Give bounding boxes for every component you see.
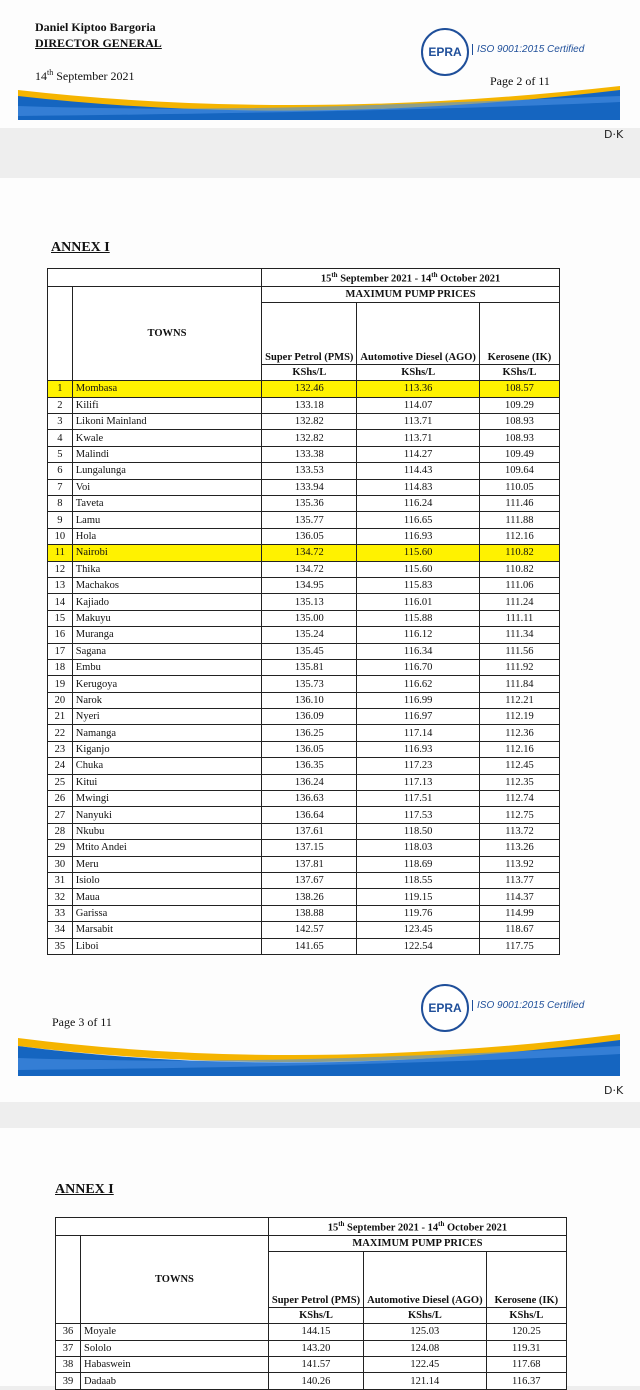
table-row xyxy=(48,430,560,446)
ago-price: 115.88 xyxy=(357,610,479,626)
ago-price: 116.93 xyxy=(357,528,479,544)
town-name: Nairobi xyxy=(72,545,261,561)
row-number: 10 xyxy=(48,528,73,544)
table-row xyxy=(48,873,560,889)
ago-price: 122.45 xyxy=(364,1357,486,1373)
town-name: Isiolo xyxy=(72,873,261,889)
ik-price: 108.93 xyxy=(479,430,559,446)
row-number: 23 xyxy=(48,741,73,757)
table-row xyxy=(48,889,560,905)
pms-price: 135.45 xyxy=(262,643,357,659)
ik-price: 111.88 xyxy=(479,512,559,528)
row-number: 9 xyxy=(48,512,73,528)
ik-price: 110.05 xyxy=(479,479,559,495)
table-row xyxy=(48,512,560,528)
col-header-ik: Kerosene (IK) xyxy=(479,302,559,364)
pms-price: 140.26 xyxy=(268,1373,363,1389)
unit-header: KShs/L xyxy=(262,364,357,380)
town-name: Machakos xyxy=(72,577,261,593)
col-header-ago: Automotive Diesel (AGO) xyxy=(364,1251,486,1307)
table-row xyxy=(48,577,560,593)
table-row xyxy=(48,545,560,561)
pms-price: 135.24 xyxy=(262,627,357,643)
ago-price: 114.27 xyxy=(357,446,479,462)
table-row xyxy=(56,1373,567,1389)
ik-price: 111.24 xyxy=(479,594,559,610)
row-number: 17 xyxy=(48,643,73,659)
town-name: Meru xyxy=(72,856,261,872)
pms-price: 132.46 xyxy=(262,381,357,397)
ik-price: 112.36 xyxy=(479,725,559,741)
ik-price: 112.16 xyxy=(479,528,559,544)
town-name: Embu xyxy=(72,659,261,675)
ago-price: 114.43 xyxy=(357,463,479,479)
row-number: 20 xyxy=(48,692,73,708)
ago-price: 116.70 xyxy=(357,659,479,675)
ik-price: 109.49 xyxy=(479,446,559,462)
ago-price: 117.53 xyxy=(357,807,479,823)
row-number: 34 xyxy=(48,922,73,938)
row-number: 21 xyxy=(48,709,73,725)
ik-price: 110.82 xyxy=(479,561,559,577)
page-4-fragment xyxy=(0,1128,640,1386)
pms-price: 135.36 xyxy=(262,496,357,512)
table-row xyxy=(56,1340,567,1356)
max-prices-header: MAXIMUM PUMP PRICES xyxy=(262,286,560,302)
town-name: Kerugoya xyxy=(72,676,261,692)
row-number: 36 xyxy=(56,1324,81,1340)
col-header-pms: Super Petrol (PMS) xyxy=(268,1251,363,1307)
ik-price: 111.84 xyxy=(479,676,559,692)
table-row xyxy=(56,1324,567,1340)
table-row xyxy=(48,446,560,462)
ik-price: 108.57 xyxy=(479,381,559,397)
ago-price: 117.23 xyxy=(357,758,479,774)
ago-price: 116.97 xyxy=(357,709,479,725)
ik-price: 112.19 xyxy=(479,709,559,725)
table-row xyxy=(48,807,560,823)
row-number: 35 xyxy=(48,938,73,954)
unit-header: KShs/L xyxy=(479,364,559,380)
pms-price: 135.73 xyxy=(262,676,357,692)
page-3 xyxy=(0,178,640,1102)
ik-price: 109.29 xyxy=(479,397,559,413)
row-number: 12 xyxy=(48,561,73,577)
ago-price: 115.83 xyxy=(357,577,479,593)
ik-price: 111.34 xyxy=(479,627,559,643)
ago-price: 116.12 xyxy=(357,627,479,643)
row-number: 28 xyxy=(48,823,73,839)
towns-header: TOWNS xyxy=(80,1235,268,1324)
ago-price: 124.08 xyxy=(364,1340,486,1356)
pms-price: 136.64 xyxy=(262,807,357,823)
ik-price: 112.16 xyxy=(479,741,559,757)
ago-price: 116.99 xyxy=(357,692,479,708)
max-prices-header: MAXIMUM PUMP PRICES xyxy=(268,1235,566,1251)
ago-price: 118.55 xyxy=(357,873,479,889)
town-name: Narok xyxy=(72,692,261,708)
pms-price: 137.67 xyxy=(262,873,357,889)
row-number: 14 xyxy=(48,594,73,610)
table-row xyxy=(48,496,560,512)
town-name: Sololo xyxy=(80,1340,268,1356)
ago-price: 115.60 xyxy=(357,545,479,561)
town-name: Lungalunga xyxy=(72,463,261,479)
town-name: Nyeri xyxy=(72,709,261,725)
annex-title: ANNEX I xyxy=(55,1182,114,1197)
unit-header: KShs/L xyxy=(486,1307,566,1323)
town-name: Namanga xyxy=(72,725,261,741)
pms-price: 134.72 xyxy=(262,561,357,577)
town-name: Garissa xyxy=(72,905,261,921)
table-row xyxy=(48,922,560,938)
table-row xyxy=(48,938,560,954)
town-name: Lamu xyxy=(72,512,261,528)
town-name: Hola xyxy=(72,528,261,544)
ik-price: 118.67 xyxy=(479,922,559,938)
ik-price: 112.45 xyxy=(479,758,559,774)
ago-price: 119.76 xyxy=(357,905,479,921)
pms-price: 136.25 xyxy=(262,725,357,741)
col-header-ik: Kerosene (IK) xyxy=(486,1251,566,1307)
town-name: Kwale xyxy=(72,430,261,446)
pms-price: 136.10 xyxy=(262,692,357,708)
row-number: 38 xyxy=(56,1357,81,1373)
ago-price: 119.15 xyxy=(357,889,479,905)
ik-price: 117.68 xyxy=(486,1357,566,1373)
town-name: Muranga xyxy=(72,627,261,643)
table-row xyxy=(48,414,560,430)
town-name: Sagana xyxy=(72,643,261,659)
ago-price: 118.50 xyxy=(357,823,479,839)
row-number: 25 xyxy=(48,774,73,790)
ik-price: 112.75 xyxy=(479,807,559,823)
town-name: Mtito Andei xyxy=(72,840,261,856)
row-number: 33 xyxy=(48,905,73,921)
pms-price: 134.72 xyxy=(262,545,357,561)
town-name: Nkubu xyxy=(72,823,261,839)
table-row xyxy=(48,659,560,675)
pms-price: 136.63 xyxy=(262,791,357,807)
ago-price: 116.65 xyxy=(357,512,479,528)
ik-price: 114.99 xyxy=(479,905,559,921)
col-header-ago: Automotive Diesel (AGO) xyxy=(357,302,479,364)
row-number: 39 xyxy=(56,1373,81,1389)
pms-price: 135.13 xyxy=(262,594,357,610)
pms-price: 141.57 xyxy=(268,1357,363,1373)
town-name: Maua xyxy=(72,889,261,905)
pms-price: 136.09 xyxy=(262,709,357,725)
town-name: Taveta xyxy=(72,496,261,512)
row-number: 4 xyxy=(48,430,73,446)
ik-price: 119.31 xyxy=(486,1340,566,1356)
row-number: 26 xyxy=(48,791,73,807)
ago-price: 115.60 xyxy=(357,561,479,577)
ik-price: 117.75 xyxy=(479,938,559,954)
col-header-pms: Super Petrol (PMS) xyxy=(262,302,357,364)
table-row xyxy=(48,741,560,757)
footer-wave-graphic xyxy=(0,1030,640,1078)
pump-price-table xyxy=(47,268,560,955)
epra-logo: EPRA xyxy=(421,984,469,1032)
ik-price: 111.92 xyxy=(479,659,559,675)
ik-price: 109.64 xyxy=(479,463,559,479)
table-row xyxy=(48,725,560,741)
town-name: Kitui xyxy=(72,774,261,790)
ago-price: 116.62 xyxy=(357,676,479,692)
ik-price: 111.56 xyxy=(479,643,559,659)
ik-price: 113.92 xyxy=(479,856,559,872)
row-number: 27 xyxy=(48,807,73,823)
table-row xyxy=(48,381,560,397)
row-number: 7 xyxy=(48,479,73,495)
row-number: 30 xyxy=(48,856,73,872)
ago-price: 117.51 xyxy=(357,791,479,807)
pms-price: 138.88 xyxy=(262,905,357,921)
town-name: Kajiado xyxy=(72,594,261,610)
ik-price: 120.25 xyxy=(486,1324,566,1340)
pms-price: 136.35 xyxy=(262,758,357,774)
town-name: Voi xyxy=(72,479,261,495)
ago-price: 116.34 xyxy=(357,643,479,659)
footer-wave-graphic xyxy=(0,82,640,122)
annex-title: ANNEX I xyxy=(51,240,110,255)
ik-price: 111.11 xyxy=(479,610,559,626)
ago-price: 118.03 xyxy=(357,840,479,856)
town-name: Moyale xyxy=(80,1324,268,1340)
town-name: Makuyu xyxy=(72,610,261,626)
row-number: 19 xyxy=(48,676,73,692)
page-2-fragment xyxy=(0,0,640,141)
row-number: 22 xyxy=(48,725,73,741)
ago-price: 117.14 xyxy=(357,725,479,741)
town-name: Mwingi xyxy=(72,791,261,807)
epra-logo: EPRA xyxy=(421,28,469,76)
ago-price: 121.14 xyxy=(364,1373,486,1389)
table-row xyxy=(48,774,560,790)
ago-price: 114.83 xyxy=(357,479,479,495)
row-number: 18 xyxy=(48,659,73,675)
table-row xyxy=(48,479,560,495)
pms-price: 142.57 xyxy=(262,922,357,938)
table-row xyxy=(48,594,560,610)
ik-price: 112.74 xyxy=(479,791,559,807)
town-name: Marsabit xyxy=(72,922,261,938)
table-row xyxy=(48,791,560,807)
pms-price: 143.20 xyxy=(268,1340,363,1356)
pms-price: 144.15 xyxy=(268,1324,363,1340)
row-number: 16 xyxy=(48,627,73,643)
period-header: 15th September 2021 - 14th October 2021 xyxy=(262,269,560,287)
pms-price: 133.94 xyxy=(262,479,357,495)
ik-price: 110.82 xyxy=(479,545,559,561)
ago-price: 116.93 xyxy=(357,741,479,757)
pms-price: 135.00 xyxy=(262,610,357,626)
town-name: Nanyuki xyxy=(72,807,261,823)
table-row xyxy=(48,840,560,856)
town-name: Likoni Mainland xyxy=(72,414,261,430)
ago-price: 116.01 xyxy=(357,594,479,610)
row-number: 13 xyxy=(48,577,73,593)
ik-price: 112.21 xyxy=(479,692,559,708)
row-number: 1 xyxy=(48,381,73,397)
signatory-title: DIRECTOR GENERAL xyxy=(35,36,162,50)
letter-date: 14th September 2021 xyxy=(35,68,135,83)
town-name: Chuka xyxy=(72,758,261,774)
ago-price: 123.45 xyxy=(357,922,479,938)
row-number: 5 xyxy=(48,446,73,462)
row-number: 15 xyxy=(48,610,73,626)
row-number: 31 xyxy=(48,873,73,889)
unit-header: KShs/L xyxy=(364,1307,486,1323)
page-number: Page 3 of 11 xyxy=(52,1015,112,1029)
pump-price-table xyxy=(55,1217,567,1390)
row-number: 6 xyxy=(48,463,73,479)
ago-price: 117.13 xyxy=(357,774,479,790)
town-name: Habaswein xyxy=(80,1357,268,1373)
pms-price: 133.38 xyxy=(262,446,357,462)
unit-header: KShs/L xyxy=(357,364,479,380)
row-number: 3 xyxy=(48,414,73,430)
row-number: 37 xyxy=(56,1340,81,1356)
pms-price: 135.81 xyxy=(262,659,357,675)
town-name: Liboi xyxy=(72,938,261,954)
iso-certification: ISO 9001:2015 Certified xyxy=(472,1000,584,1011)
pms-price: 135.77 xyxy=(262,512,357,528)
pms-price: 136.05 xyxy=(262,528,357,544)
town-name: Mombasa xyxy=(72,381,261,397)
ago-price: 113.71 xyxy=(357,430,479,446)
row-number: 8 xyxy=(48,496,73,512)
period-header: 15th September 2021 - 14th October 2021 xyxy=(268,1218,566,1236)
table-row xyxy=(48,905,560,921)
town-name: Malindi xyxy=(72,446,261,462)
ago-price: 118.69 xyxy=(357,856,479,872)
table-row xyxy=(48,643,560,659)
initials-mark: D·K xyxy=(604,1084,624,1097)
pms-price: 136.05 xyxy=(262,741,357,757)
table-row xyxy=(48,397,560,413)
row-number: 32 xyxy=(48,889,73,905)
table-row xyxy=(48,610,560,626)
town-name: Kiganjo xyxy=(72,741,261,757)
table-row xyxy=(48,528,560,544)
town-name: Thika xyxy=(72,561,261,577)
iso-certification: ISO 9001:2015 Certified xyxy=(472,44,584,55)
pms-price: 136.24 xyxy=(262,774,357,790)
ago-price: 116.24 xyxy=(357,496,479,512)
pms-price: 132.82 xyxy=(262,414,357,430)
table-row xyxy=(48,463,560,479)
row-number: 29 xyxy=(48,840,73,856)
pms-price: 133.18 xyxy=(262,397,357,413)
ik-price: 111.46 xyxy=(479,496,559,512)
ik-price: 111.06 xyxy=(479,577,559,593)
table-row xyxy=(48,627,560,643)
pms-price: 137.81 xyxy=(262,856,357,872)
row-number: 24 xyxy=(48,758,73,774)
ik-price: 113.26 xyxy=(479,840,559,856)
table-row xyxy=(48,561,560,577)
table-row xyxy=(48,856,560,872)
table-row xyxy=(48,823,560,839)
ik-price: 116.37 xyxy=(486,1373,566,1389)
ago-price: 113.36 xyxy=(357,381,479,397)
ik-price: 108.93 xyxy=(479,414,559,430)
town-name: Dadaab xyxy=(80,1373,268,1389)
signatory-name: Daniel Kiptoo Bargoria xyxy=(35,20,156,34)
table-row xyxy=(56,1357,567,1373)
pms-price: 134.95 xyxy=(262,577,357,593)
towns-header: TOWNS xyxy=(72,286,261,381)
table-row xyxy=(48,709,560,725)
pms-price: 138.26 xyxy=(262,889,357,905)
table-row xyxy=(48,758,560,774)
table-row xyxy=(48,692,560,708)
ik-price: 112.35 xyxy=(479,774,559,790)
row-number: 2 xyxy=(48,397,73,413)
pms-price: 133.53 xyxy=(262,463,357,479)
ik-price: 113.77 xyxy=(479,873,559,889)
pms-price: 132.82 xyxy=(262,430,357,446)
ago-price: 114.07 xyxy=(357,397,479,413)
pms-price: 137.15 xyxy=(262,840,357,856)
pms-price: 137.61 xyxy=(262,823,357,839)
ik-price: 114.37 xyxy=(479,889,559,905)
table-row xyxy=(48,676,560,692)
ago-price: 113.71 xyxy=(357,414,479,430)
initials-mark: D·K xyxy=(604,128,624,141)
town-name: Kilifi xyxy=(72,397,261,413)
row-number: 11 xyxy=(48,545,73,561)
page-number: Page 2 of 11 xyxy=(490,74,550,88)
ago-price: 122.54 xyxy=(357,938,479,954)
ago-price: 125.03 xyxy=(364,1324,486,1340)
ik-price: 113.72 xyxy=(479,823,559,839)
pms-price: 141.65 xyxy=(262,938,357,954)
unit-header: KShs/L xyxy=(268,1307,363,1323)
